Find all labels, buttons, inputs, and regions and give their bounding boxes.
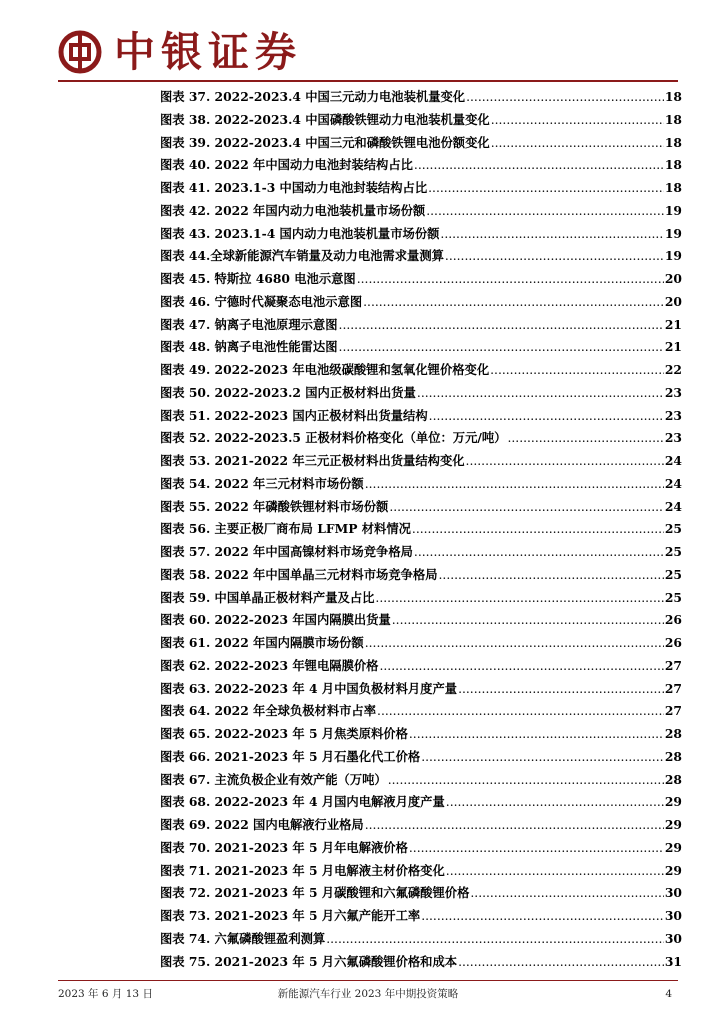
toc-entry[interactable]: [160, 86, 682, 109]
toc-leader-dots: [414, 541, 664, 564]
toc-entry[interactable]: [160, 769, 682, 792]
toc-entry-page: 19: [664, 225, 682, 241]
toc-entry-title: 图表 52. 2022-2023.5 正极材料价格变化（单位：万元/吨）: [160, 430, 507, 446]
toc-entry[interactable]: [160, 405, 682, 428]
toc-entry-page: 23: [664, 384, 682, 400]
toc-entry-page: 24: [664, 475, 682, 491]
toc-entry-title: 图表 42. 2022 年国内动力电池装机量市场份额: [160, 202, 426, 218]
toc-leader-dots: [446, 791, 664, 814]
toc-entry-title: 图表 73. 2021-2023 年 5 月六氟产能开工率: [160, 908, 421, 923]
toc-entry-title: 图表 63. 2022-2023 年 4 月中国负极材料月度产量: [160, 680, 458, 696]
toc-entry-title: 图表 44.全球新能源汽车销量及动力电池需求量测算: [160, 248, 444, 264]
toc-entry-page: 27: [664, 657, 682, 673]
toc-entry-page: 28: [664, 748, 682, 764]
footer-page-number: 4: [665, 988, 672, 1000]
toc-entry-page: 20: [664, 271, 682, 286]
toc-entry-page: 25: [664, 544, 682, 559]
table-of-figures: [160, 86, 682, 973]
toc-entry-title: 图表 57. 2022 年中国高镍材料市场竞争格局: [160, 544, 413, 559]
toc-entry-title: 图表 68. 2022-2023 年 4 月国内电解液月度产量: [160, 794, 445, 810]
toc-leader-dots: [379, 655, 663, 678]
bank-of-china-logo-icon: [58, 30, 102, 74]
toc-entry-page: 24: [664, 453, 682, 468]
toc-leader-dots: [421, 746, 664, 769]
toc-entry-page: 30: [664, 930, 682, 946]
toc-leader-dots: [326, 928, 664, 951]
toc-entry[interactable]: [160, 473, 682, 496]
toc-entry-page: 25: [664, 521, 682, 537]
toc-entry[interactable]: [160, 427, 682, 450]
toc-leader-dots: [357, 268, 664, 291]
toc-leader-dots: [389, 496, 664, 519]
toc-entry[interactable]: [160, 746, 682, 769]
toc-leader-dots: [339, 336, 664, 359]
page-footer: [58, 985, 678, 1003]
toc-entry-title: 图表 65. 2022-2023 年 5 月焦类原料价格: [160, 726, 408, 741]
toc-entry[interactable]: [160, 200, 682, 223]
toc-entry[interactable]: [160, 382, 682, 405]
toc-entry-title: 图表 75. 2021-2023 年 5 月六氟磷酸锂价格和成本: [160, 953, 458, 969]
toc-entry-title: 图表 51. 2022-2023 国内正极材料出货量结构: [160, 407, 428, 423]
toc-entry-title: 图表 47. 钠离子电池原理示意图: [160, 316, 338, 332]
toc-entry[interactable]: [160, 905, 682, 928]
toc-leader-dots: [365, 814, 664, 837]
toc-entry-title: 图表 41. 2023.1-3 中国动力电池封装结构占比: [160, 180, 428, 195]
footer-rule: [58, 980, 678, 981]
toc-entry-page: 25: [664, 566, 682, 582]
toc-leader-dots: [470, 882, 664, 905]
toc-entry-title: 图表 59. 中国单晶正极材料产量及占比: [160, 589, 375, 605]
toc-entry-title: 图表 62. 2022-2023 年锂电隔膜价格: [160, 657, 379, 673]
toc-entry[interactable]: [160, 132, 682, 155]
toc-entry-title: 图表 43. 2023.1-4 国内动力电池装机量市场份额: [160, 225, 440, 241]
toc-entry-page: 29: [664, 817, 682, 832]
toc-leader-dots: [491, 109, 664, 132]
toc-entry-page: 28: [664, 726, 682, 741]
toc-leader-dots: [417, 382, 664, 405]
toc-entry-title: 图表 66. 2021-2023 年 5 月石墨化代工价格: [160, 748, 421, 764]
toc-leader-dots: [507, 427, 663, 450]
toc-entry[interactable]: [160, 223, 682, 246]
toc-leader-dots: [445, 245, 664, 268]
toc-entry-page: 18: [664, 111, 682, 127]
toc-leader-dots: [375, 587, 663, 610]
toc-entry-title: 图表 60. 2022-2023 年国内隔膜出货量: [160, 612, 391, 628]
toc-entry[interactable]: [160, 791, 682, 814]
toc-leader-dots: [339, 314, 664, 337]
toc-entry-page: 24: [664, 498, 682, 514]
toc-entry-title: 图表 46. 宁德时代凝聚态电池示意图: [160, 293, 363, 309]
toc-entry[interactable]: [160, 359, 682, 382]
toc-leader-dots: [421, 905, 664, 928]
toc-entry[interactable]: [160, 450, 682, 473]
toc-entry-page: 18: [664, 180, 682, 195]
toc-leader-dots: [365, 473, 664, 496]
toc-entry-page: 31: [664, 953, 682, 969]
toc-entry-title: 图表 64. 2022 年全球负极材料市占率: [160, 703, 377, 719]
toc-entry[interactable]: [160, 268, 682, 291]
toc-entry[interactable]: [160, 700, 682, 723]
toc-leader-dots: [388, 769, 664, 792]
toc-entry[interactable]: [160, 177, 682, 200]
toc-entry-page: 27: [664, 703, 682, 719]
toc-leader-dots: [466, 450, 664, 473]
toc-leader-dots: [363, 291, 664, 314]
toc-entry-page: 20: [664, 293, 682, 309]
toc-entry-title: 图表 72. 2021-2023 年 5 月碳酸锂和六氟磷酸锂价格: [160, 885, 470, 901]
toc-leader-dots: [409, 723, 664, 746]
toc-entry-page: 30: [664, 908, 682, 923]
toc-leader-dots: [414, 154, 664, 177]
toc-entry[interactable]: [160, 837, 682, 860]
toc-leader-dots: [466, 86, 664, 109]
toc-leader-dots: [458, 951, 664, 974]
toc-entry[interactable]: [160, 928, 682, 951]
toc-entry[interactable]: [160, 860, 682, 883]
toc-entry[interactable]: [160, 109, 682, 132]
toc-entry[interactable]: [160, 655, 682, 678]
toc-leader-dots: [446, 860, 664, 883]
toc-leader-dots: [439, 564, 664, 587]
toc-entry-title: 图表 37. 2022-2023.4 中国三元动力电池装机量变化: [160, 89, 466, 104]
toc-leader-dots: [365, 632, 664, 655]
toc-entry-page: 23: [664, 407, 682, 423]
toc-leader-dots: [392, 609, 664, 632]
toc-entry-title: 图表 55. 2022 年磷酸铁锂材料市场份额: [160, 498, 389, 514]
toc-entry-title: 图表 54. 2022 年三元材料市场份额: [160, 475, 364, 491]
toc-entry-title: 图表 58. 2022 年中国单晶三元材料市场竞争格局: [160, 566, 438, 582]
footer-date: 2023 年 6 月 13 日: [58, 988, 153, 1000]
toc-leader-dots: [490, 359, 664, 382]
toc-entry-page: 30: [664, 885, 682, 901]
toc-entry-page: 22: [664, 362, 682, 377]
toc-leader-dots: [426, 200, 664, 223]
toc-entry-title: 图表 53. 2021-2022 年三元正极材料出货量结构变化: [160, 453, 465, 468]
toc-entry[interactable]: [160, 336, 682, 359]
toc-entry-page: 26: [664, 612, 682, 628]
toc-entry[interactable]: [160, 882, 682, 905]
toc-entry-page: 27: [664, 680, 682, 696]
toc-leader-dots: [377, 700, 664, 723]
toc-entry-title: 图表 50. 2022-2023.2 国内正极材料出货量: [160, 384, 416, 400]
toc-entry-page: 28: [664, 771, 682, 787]
toc-entry-page: 19: [664, 248, 682, 264]
toc-entry[interactable]: [160, 154, 682, 177]
toc-leader-dots: [409, 837, 664, 860]
toc-entry[interactable]: [160, 609, 682, 632]
toc-entry-title: 图表 49. 2022-2023 年电池级碳酸锂和氢氧化锂价格变化: [160, 362, 490, 377]
page-header: [58, 22, 678, 82]
toc-entry-title: 图表 74. 六氟磷酸锂盈利测算: [160, 930, 326, 946]
toc-entry-page: 21: [664, 316, 682, 332]
toc-entry[interactable]: [160, 541, 682, 564]
toc-entry-title: 图表 67. 主流负极企业有效产能（万吨）: [160, 771, 387, 787]
toc-entry-page: 19: [664, 202, 682, 218]
toc-entry-page: 18: [664, 157, 682, 173]
toc-leader-dots: [412, 518, 664, 541]
toc-entry[interactable]: [160, 587, 682, 610]
toc-leader-dots: [428, 177, 664, 200]
toc-leader-dots: [458, 678, 664, 701]
header-rule: [58, 80, 678, 82]
toc-entry-page: 29: [664, 839, 682, 855]
toc-entry-title: 图表 40. 2022 年中国动力电池封装结构占比: [160, 157, 413, 173]
toc-leader-dots: [440, 223, 663, 246]
toc-entry-title: 图表 38. 2022-2023.4 中国磷酸铁锂动力电池装机量变化: [160, 111, 490, 127]
footer-report-title: 新能源汽车行业 2023 年中期投资策略: [277, 988, 459, 1000]
toc-entry-page: 23: [664, 430, 682, 446]
toc-entry-page: 18: [664, 89, 682, 104]
toc-entry[interactable]: [160, 723, 682, 746]
toc-entry-title: 图表 39. 2022-2023.4 中国三元和磷酸铁锂电池份额变化: [160, 134, 490, 150]
toc-entry-title: 图表 56. 主要正极厂商布局 LFMP 材料情况: [160, 521, 411, 537]
toc-entry-title: 图表 61. 2022 年国内隔膜市场份额: [160, 635, 364, 650]
toc-entry[interactable]: [160, 814, 682, 837]
toc-entry[interactable]: [160, 496, 682, 519]
toc-entry[interactable]: [160, 564, 682, 587]
toc-leader-dots: [429, 405, 664, 428]
toc-entry[interactable]: [160, 632, 682, 655]
toc-entry-title: 图表 45. 特斯拉 4680 电池示意图: [160, 271, 356, 286]
toc-entry-page: 29: [664, 862, 682, 878]
toc-entry-title: 图表 48. 钠离子电池性能雷达图: [160, 339, 338, 355]
toc-entry-page: 25: [664, 589, 682, 605]
toc-entry[interactable]: [160, 951, 682, 974]
toc-entry-page: 21: [664, 339, 682, 355]
toc-entry-title: 图表 69. 2022 国内电解液行业格局: [160, 817, 364, 832]
toc-leader-dots: [491, 132, 664, 155]
toc-entry[interactable]: [160, 518, 682, 541]
toc-entry[interactable]: [160, 678, 682, 701]
toc-entry-page: 29: [664, 794, 682, 810]
toc-entry[interactable]: [160, 314, 682, 337]
toc-entry-page: 18: [664, 134, 682, 150]
toc-entry[interactable]: [160, 291, 682, 314]
toc-entry-page: 26: [664, 635, 682, 650]
toc-entry[interactable]: [160, 245, 682, 268]
brand-name: 中银证券: [114, 28, 302, 76]
toc-entry-title: 图表 71. 2021-2023 年 5 月电解液主材价格变化: [160, 862, 445, 878]
toc-entry-title: 图表 70. 2021-2023 年 5 月年电解液价格: [160, 839, 408, 855]
